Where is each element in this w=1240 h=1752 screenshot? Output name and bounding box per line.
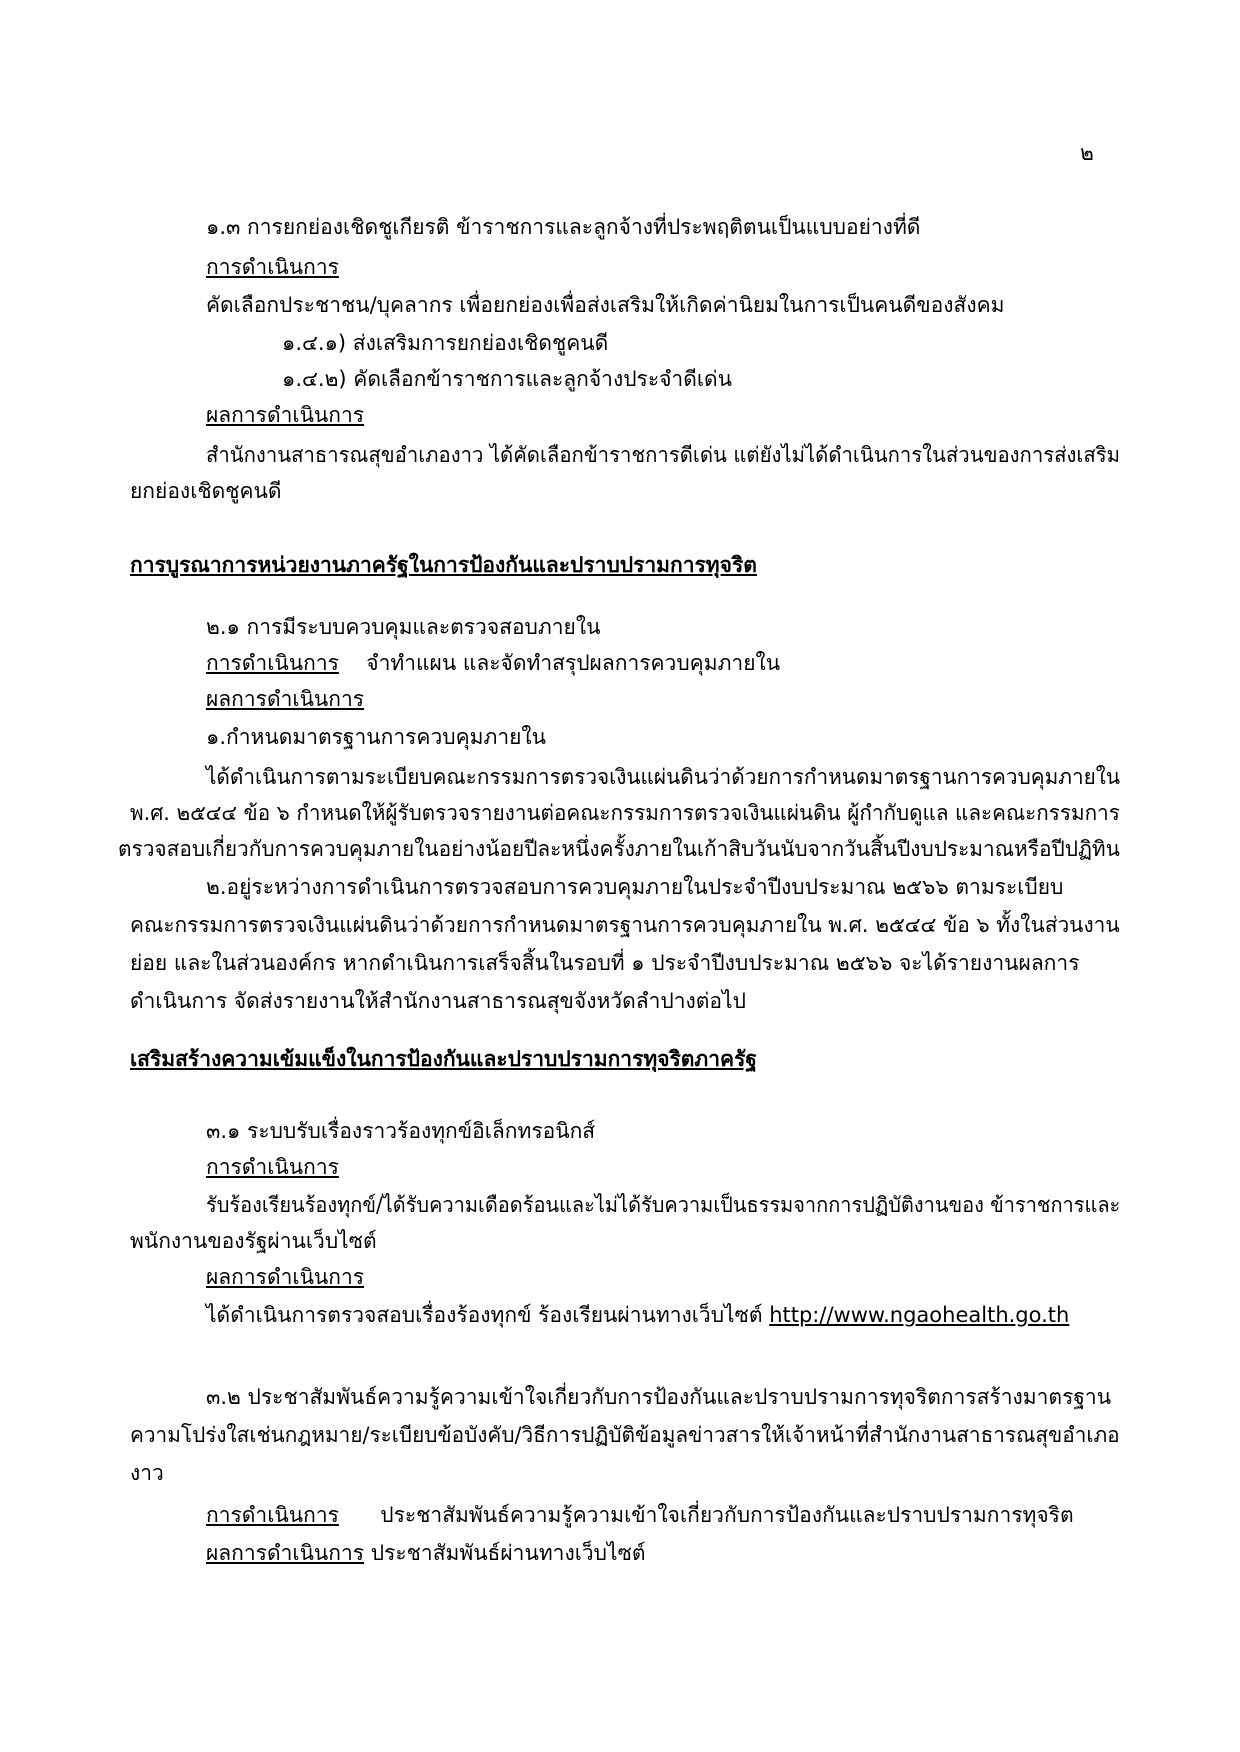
action-line: พนักงานของรัฐผ่านเว็บไซต์ [130,1229,377,1253]
action-heading: การดำเนินการ [206,255,339,279]
point-2-line: ย่อย และในส่วนองค์กร หากดำเนินการเสร็จสิ้นในรอบที่ ๑ ประจำปีงบประมาณ ๒๕๖๖ จะได้รายงานผลการ [130,951,1080,975]
item-3-1-title: ๓.๑ ระบบรับเรื่องราวร้องทุกข์อิเล็กทรอนิกส์ [206,1119,596,1143]
sub-item: ๑.๔.๑) ส่งเสริมการยกย่องเชิดชูคนดี [282,331,609,355]
point-2-line: ๒.อยู่ระหว่างการดำเนินการตรวจสอบการควบคุมภายในประจำปีงบประมาณ ๒๕๖๖ ตามระเบียบ [206,875,1064,899]
section-3-heading: เสริมสร้างความเข้มแข็งในการป้องกันและปราบปรามการทุจริตภาครัฐ [130,1047,757,1071]
section-2-heading: การบูรณาการหน่วยงานภาครัฐในการป้องกันและปราบปรามการทุจริต [130,553,757,577]
point-1-line: พ.ศ. ๒๕๔๔ ข้อ ๖ กำหนดให้ผู้รับตรวจรายงานต่อคณะกรรมการตรวจเงินแผ่นดิน ผู้กำกับดูแล และคณะกรรมการ [130,801,1120,825]
result-text: ได้ดำเนินการตรวจสอบเรื่องร้องทุกข์ ร้องเรียนผ่านทางเว็บไซต์ [206,1303,763,1327]
result-line: สำนักงานสาธารณสุขอำเภองาว ได้คัดเลือกข้าราชการดีเด่น แต่ยังไม่ได้ดำเนินการในส่วนของการส่งเสริม [206,443,1120,467]
website-link[interactable]: http://www.ngaohealth.go.th [769,1303,1070,1327]
sub-item: ๑.๔.๒) คัดเลือกข้าราชการและลูกจ้างประจำดีเด่น [282,367,733,391]
point-2-line: คณะกรรมการตรวจเงินแผ่นดินว่าด้วยการกำหนดมาตรฐานการควบคุมภายใน พ.ศ. ๒๕๔๔ ข้อ ๖ ทั้งในส่วนงาน [130,913,1120,937]
action-text: คัดเลือกประชาชน/บุคลากร เพื่อยกย่องเพื่อส่งเสริมให้เกิดค่านิยมในการเป็นคนดีของสังคม [206,293,1005,317]
page-number: ๒ [1080,141,1094,165]
result-heading: ผลการดำเนินการ [206,1265,365,1289]
result-row [206,1300,1069,1330]
result-heading: ผลการดำเนินการ [206,687,365,711]
action-heading: การดำเนินการ [206,651,339,675]
action-row [206,1500,1074,1530]
action-heading: การดำเนินการ [206,1503,339,1527]
item-2-1-title: ๒.๑ การมีระบบควบคุมและตรวจสอบภายใน [206,615,601,639]
point-1-title: ๑.กำหนดมาตรฐานการควบคุมภายใน [206,725,547,749]
action-line: รับร้องเรียนร้องทุกข์/ได้รับความเดือดร้อนและไม่ได้รับความเป็นธรรมจากการปฏิบัติงานของ ข้าราชการและ [206,1193,1121,1217]
item-3-2-line: ความโปร่งใสเช่นกฎหมาย/ระเบียบข้อบังคับ/วิธีการปฏิบัติข้อมูลข่าวสารให้เจ้าหน้าที่สำนักงานสาธารณสุขอำเภอ [130,1423,1120,1447]
point-2-line: ดำเนินการ จัดส่งรายงานให้สำนักงานสาธารณสุขจังหวัดลำปางต่อไป [130,989,746,1013]
result-heading: ผลการดำเนินการ [206,403,365,427]
item-3-2-line: ๓.๒ ประชาสัมพันธ์ความรู้ความเข้าใจเกี่ยวกับการป้องกันและปราบปรามการทุจริตการสร้างมาตรฐาน [206,1385,1112,1409]
action-text: จำทำแผน และจัดทำสรุปผลการควบคุมภายใน [366,651,781,675]
result-heading: ผลการดำเนินการ [206,1541,365,1565]
point-1-line: ได้ดำเนินการตามระเบียบคณะกรรมการตรวจเงินแผ่นดินว่าด้วยการกำหนดมาตรฐานการควบคุมภายใน [206,765,1121,789]
result-text: ประชาสัมพันธ์ผ่านทางเว็บไซต์ [370,1541,646,1565]
result-line: ยกย่องเชิดชูคนดี [130,479,282,503]
item-3-2-line: งาว [130,1461,164,1485]
result-row [206,1538,645,1568]
item-1-3-title: ๑.๓ การยกย่องเชิดชูเกียรติ ข้าราชการและลูกจ้างที่ประพฤติตนเป็นแบบอย่างที่ดี [206,215,921,239]
action-text: ประชาสัมพันธ์ความรู้ความเข้าใจเกี่ยวกับการป้องกันและปราบปรามการทุจริต [380,1503,1074,1527]
action-heading: การดำเนินการ [206,1155,339,1179]
point-1-line: ตรวจสอบเกี่ยวกับการควบคุมภายในอย่างน้อยปีละหนึ่งครั้งภายในเก้าสิบวันนับจากวันสิ้นปีงบประมาณหรือปีปฏิทิน [118,837,1120,861]
action-row [206,648,780,678]
